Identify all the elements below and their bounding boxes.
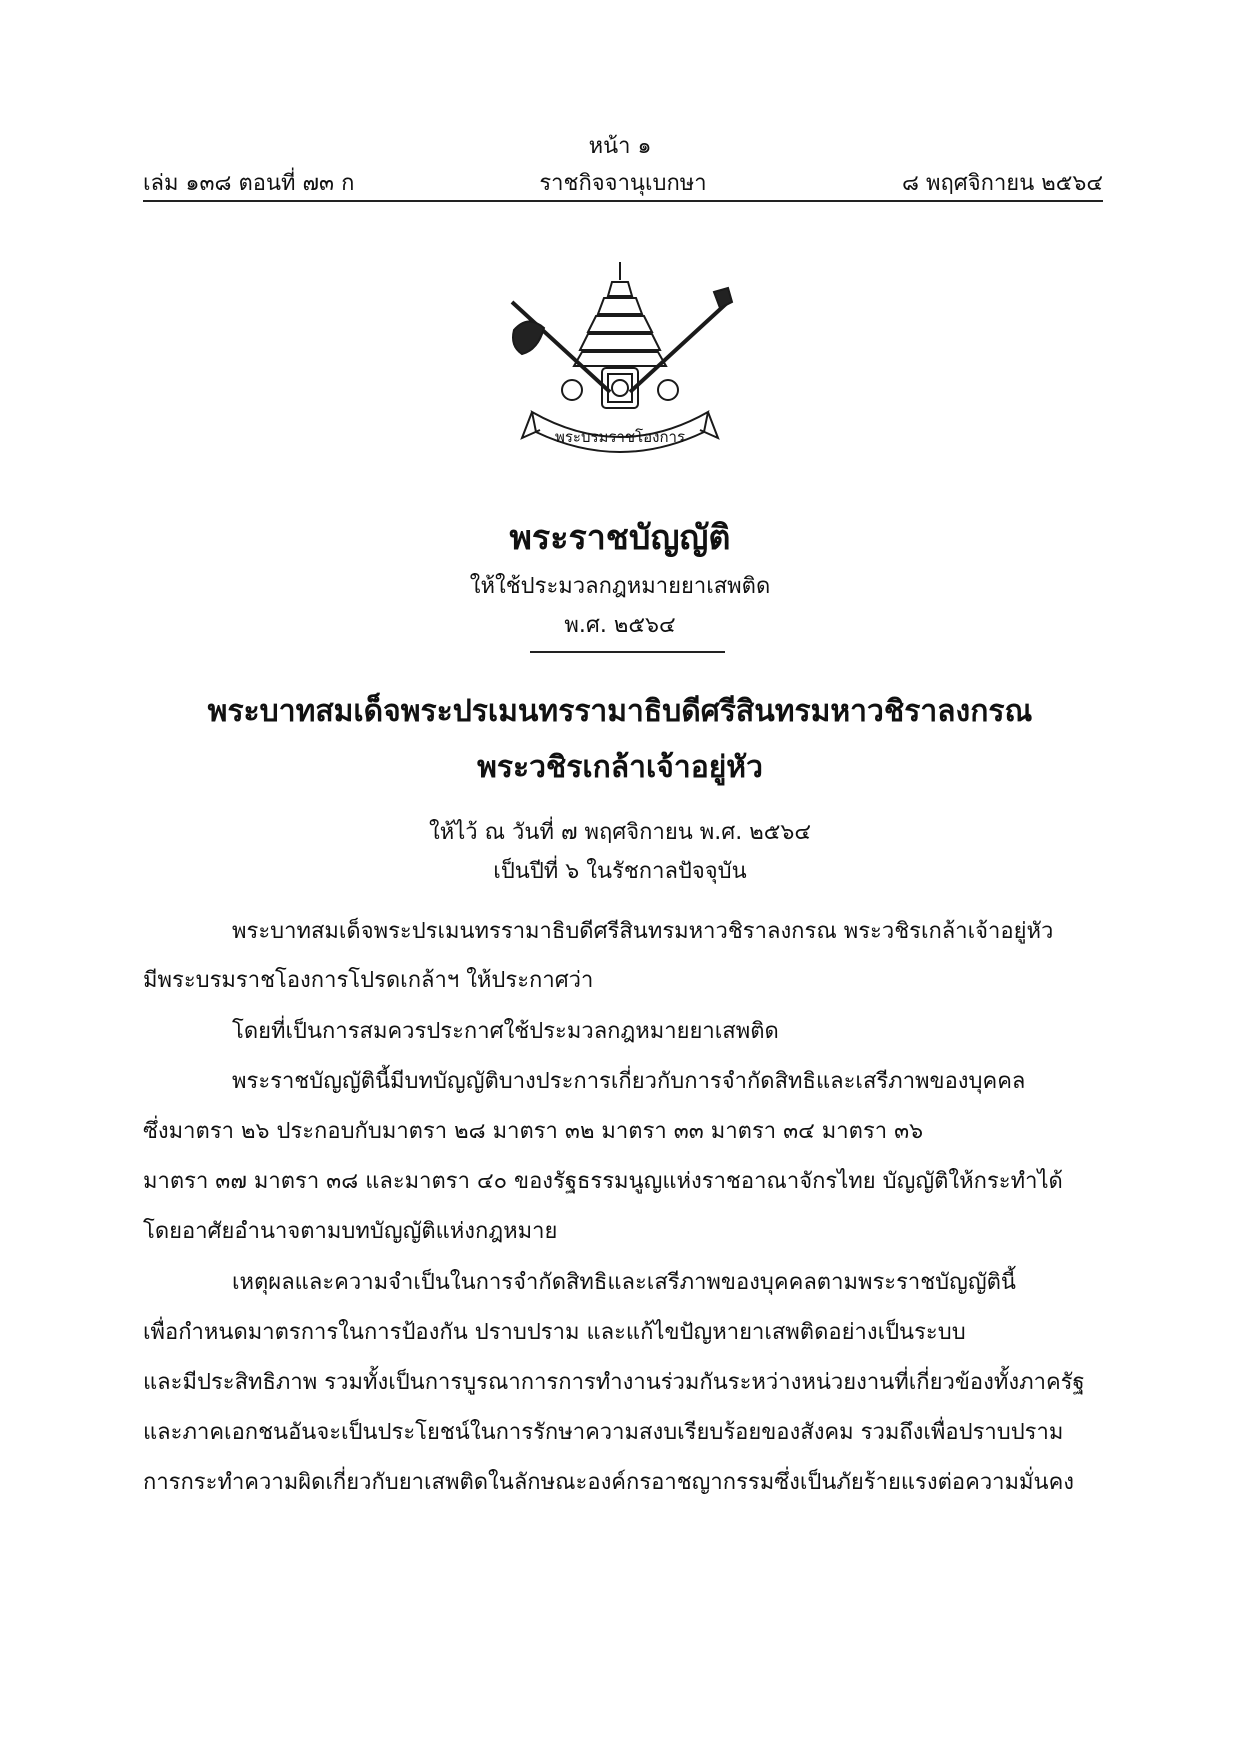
body-line: โดยที่เป็นการสมควรประกาศใช้ประมวลกฎหมายยาเสพติด — [232, 1019, 779, 1044]
body-line: ซึ่งมาตรา ๒๖ ประกอบกับมาตรา ๒๘ มาตรา ๓๒ มาตรา ๓๓ มาตรา ๓๔ มาตรา ๓๖ — [143, 1119, 924, 1144]
body-line: การกระทำความผิดเกี่ยวกับยาเสพติดในลักษณะองค์กรอาชญากรรมซึ่งเป็นภัยร้ายแรงต่อความมั่นคง — [143, 1470, 1075, 1495]
body-line: มีพระบรมราชโองการโปรดเกล้าฯ ให้ประกาศว่า — [143, 968, 594, 993]
title-divider — [530, 651, 725, 653]
act-subtitle: ให้ใช้ประมวลกฎหมายยาเสพติด — [469, 574, 771, 599]
gazette-header — [143, 165, 1103, 199]
body-line: และมีประสิทธิภาพ รวมทั้งเป็นการบูรณาการการทำงานร่วมกันระหว่างหน่วยงานที่เกี่ยวข้องทั้งภาครัฐ — [143, 1370, 1085, 1395]
header-divider — [143, 200, 1103, 202]
body-line: และภาคเอกชนอันจะเป็นประโยชน์ในการรักษาความสงบเรียบร้อยของสังคม รวมถึงเพื่อปราบปราม — [143, 1420, 1064, 1445]
given-date: ให้ไว้ ณ วันที่ ๗ พฤศจิกายน พ.ศ. ๒๕๖๔ — [429, 820, 811, 845]
page-number: หน้า ๑ — [588, 134, 652, 159]
act-title: พระราชบัญญัติ — [509, 518, 731, 558]
body-line: มาตรา ๓๗ มาตรา ๓๘ และมาตรา ๔๐ ของรัฐธรรมนูญแห่งราชอาณาจักรไทย บัญญัติให้กระทำได้ — [143, 1169, 1063, 1194]
body-line: เหตุผลและความจำเป็นในการจำกัดสิทธิและเสรีภาพของบุคคลตามพระราชบัญญัตินี้ — [232, 1270, 1016, 1295]
volume-issue: เล่ม ๑๓๘ ตอนที่ ๗๓ ก — [143, 171, 355, 196]
emblem-text: พระบรมราชโองการ — [554, 428, 686, 446]
body-line: พระบาทสมเด็จพระปรเมนทรรามาธิบดีศรีสินทรมหาวชิราลงกรณ พระวชิรเกล้าเจ้าอยู่หัว — [232, 919, 1054, 944]
gazette-name: ราชกิจจานุเบกษา — [539, 171, 707, 196]
king-name-line1: พระบาทสมเด็จพระปรเมนทรรามาธิบดีศรีสินทรมหาวชิราลงกรณ — [207, 694, 1033, 729]
body-line: เพื่อกำหนดมาตรการในการป้องกัน ปราบปราม และแก้ไขปัญหายาเสพติดอย่างเป็นระบบ — [143, 1320, 966, 1345]
royal-seal-emblem-icon — [492, 262, 748, 462]
reign-year: เป็นปีที่ ๖ ในรัชกาลปัจจุบัน — [493, 859, 747, 884]
body-line: พระราชบัญญัตินี้มีบทบัญญัติบางประการเกี่ยวกับการจำกัดสิทธิและเสรีภาพของบุคคล — [232, 1069, 1026, 1094]
act-year: พ.ศ. ๒๕๖๔ — [564, 613, 676, 638]
body-line: โดยอาศัยอำนาจตามบทบัญญัติแห่งกฎหมาย — [143, 1219, 558, 1244]
king-name-line2: พระวชิรเกล้าเจ้าอยู่หัว — [477, 750, 763, 785]
publication-date: ๘ พฤศจิกายน ๒๕๖๔ — [901, 171, 1103, 196]
